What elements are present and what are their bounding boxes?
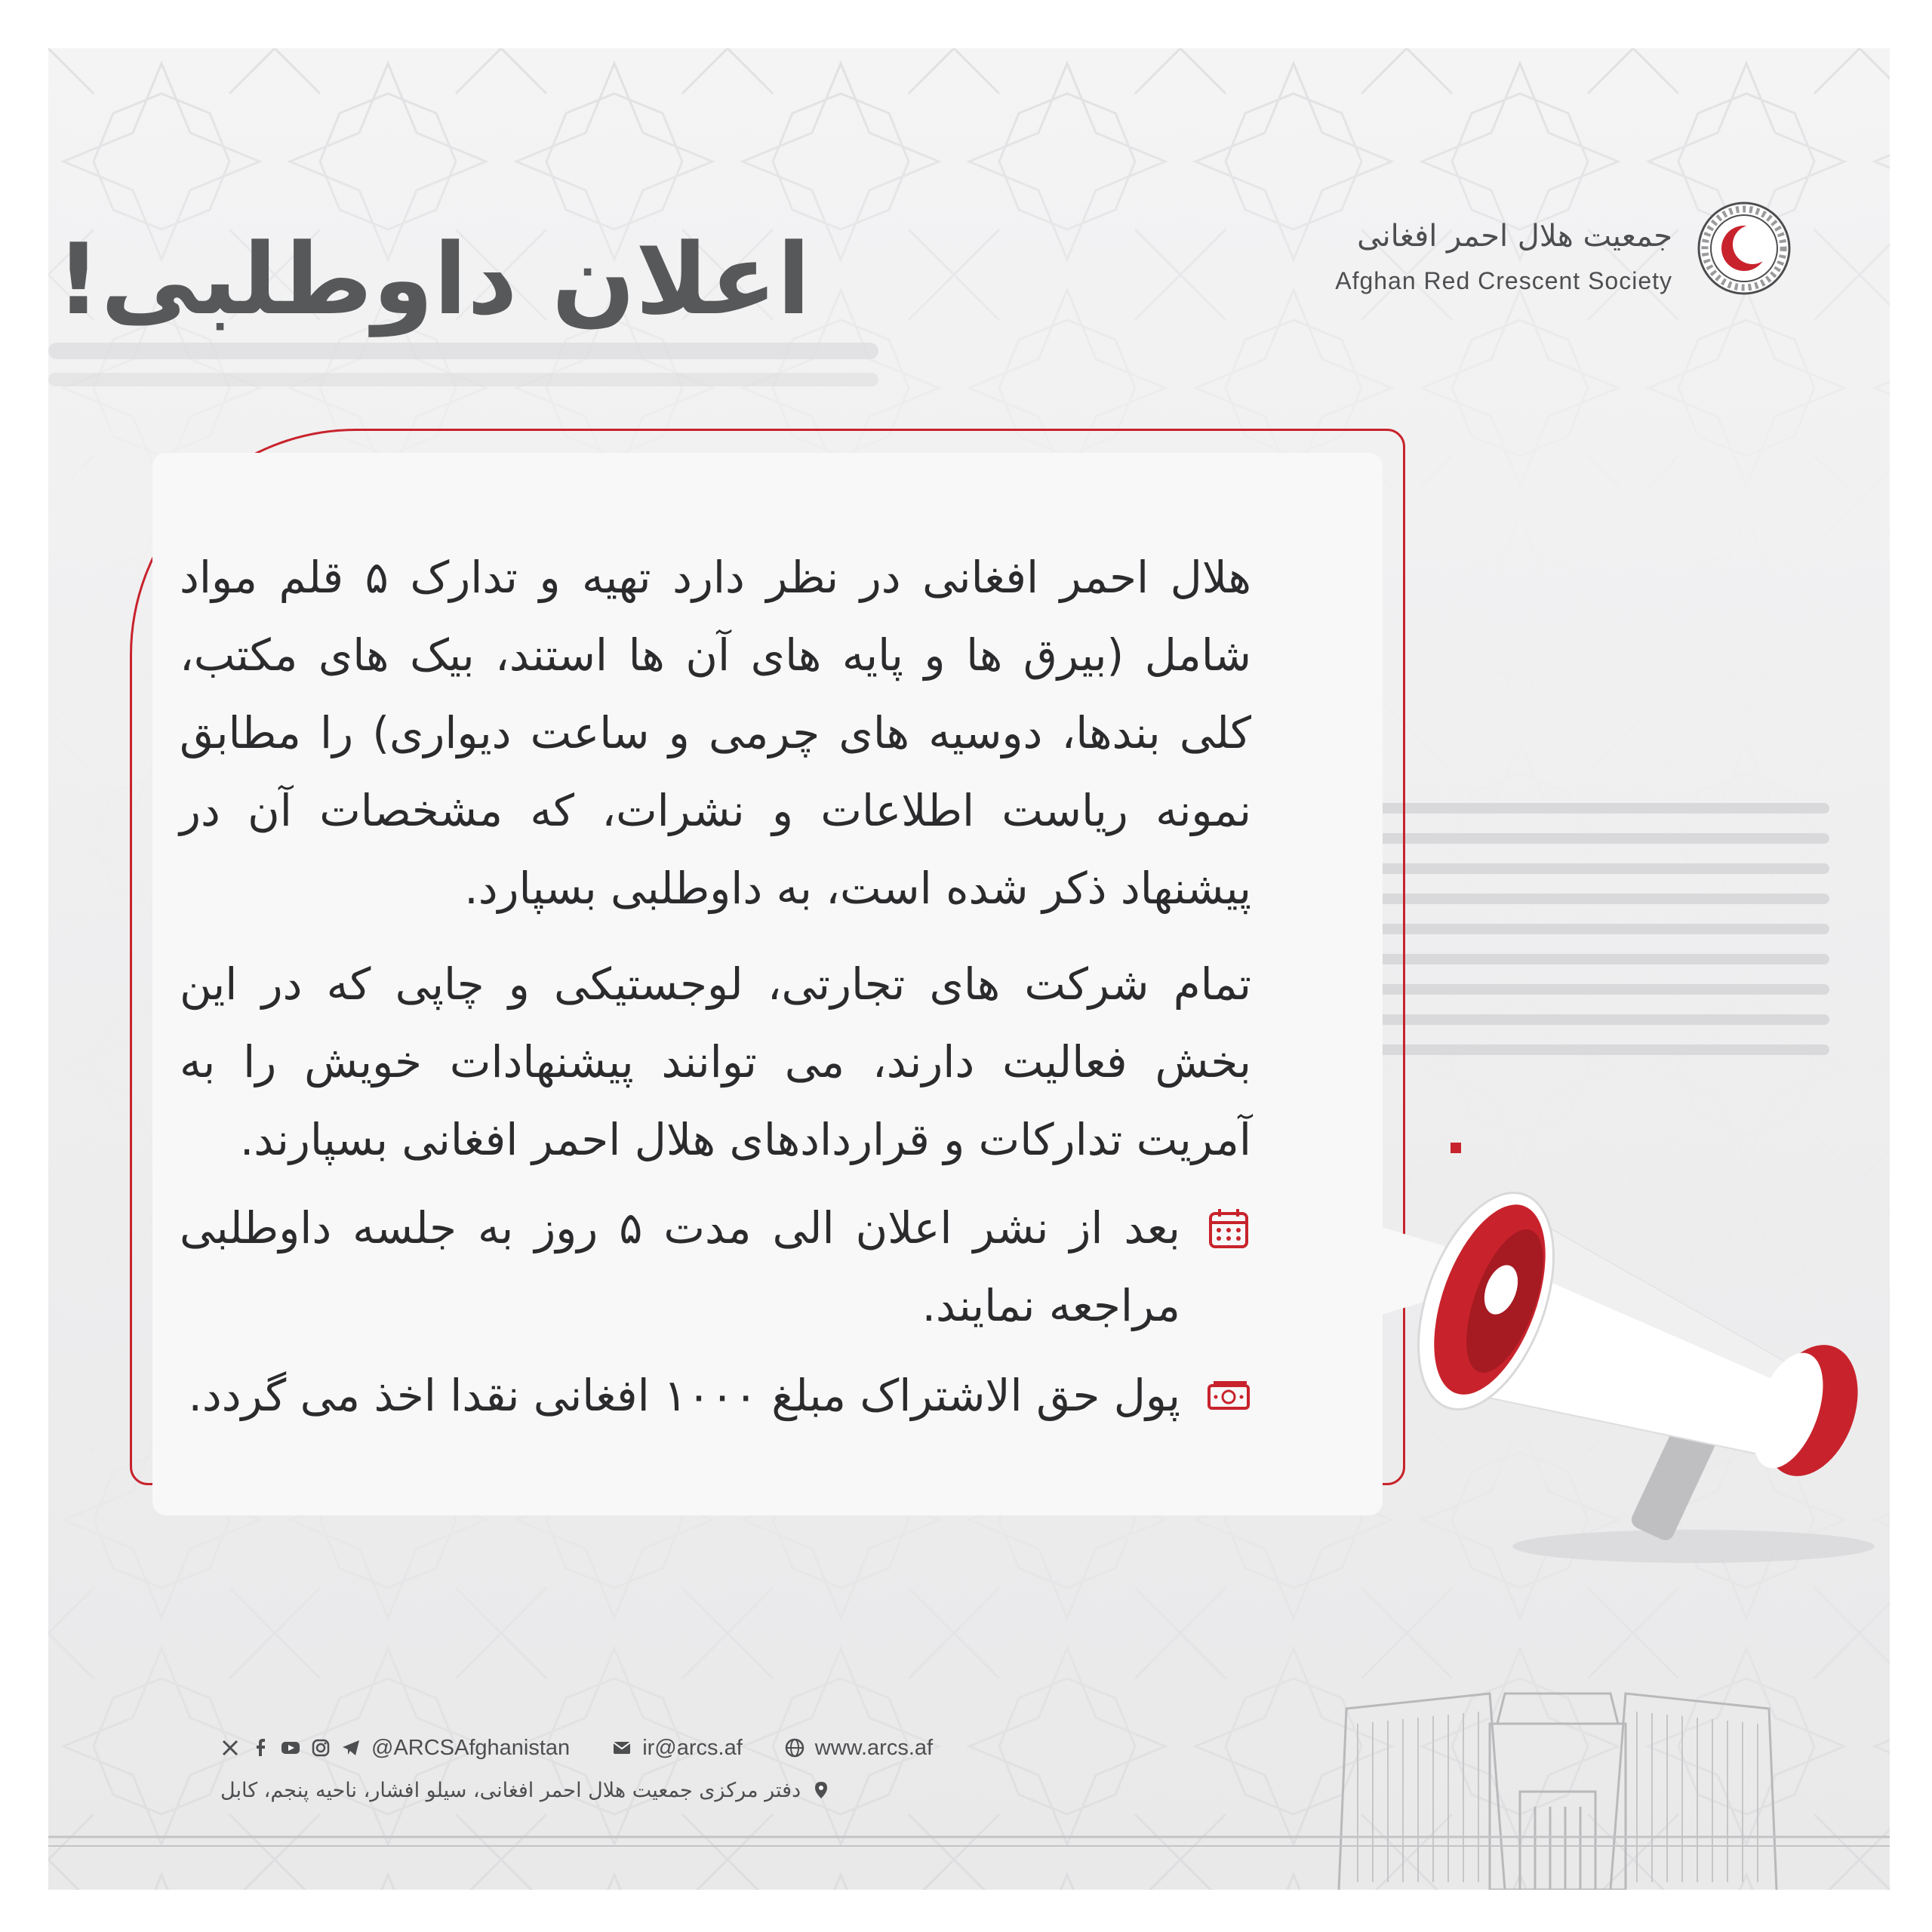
social-handle[interactable]: @ARCSAfghanistan: [371, 1735, 571, 1760]
bullet-fee-text: پول حق الاشتراک مبلغ ۱۰۰۰ افغانی نقدا اخذ می گردد.: [188, 1370, 1180, 1421]
red-crescent-emblem-icon: [1695, 199, 1793, 297]
globe-icon: [785, 1738, 804, 1758]
bullet-deadline: [180, 1189, 1251, 1345]
announcement-body: [180, 539, 1251, 1197]
money-icon: [1206, 1374, 1251, 1419]
x-twitter-icon[interactable]: [220, 1738, 240, 1758]
youtube-icon[interactable]: [281, 1738, 300, 1758]
footer-contacts: [220, 1733, 933, 1763]
email-icon: [612, 1738, 632, 1758]
telegram-icon[interactable]: [341, 1738, 361, 1758]
org-logo: [1325, 199, 1793, 350]
calendar-icon: [1206, 1206, 1251, 1251]
footer-divider: [48, 1829, 1890, 1867]
location-pin-icon: [811, 1780, 831, 1800]
website-link[interactable]: www.arcs.af: [814, 1735, 934, 1760]
announcement-paragraph-1: هلال احمر افغانی در نظر دارد تهیه و تدارک ۵ قلم مواد شامل (بیرق ها و پایه های آن ها استند، بیک های مکتب، کلی بندها، دوسیه های چرمی و ساعت دیواری) را مطابق نمونه ریاست اطلاعات و نشرات، که مشخصات آن در پیشنهاد ذکر شده است، به داوطلبی بسپارد.: [180, 552, 1251, 914]
email-address[interactable]: ir@arcs.af: [642, 1735, 743, 1760]
org-name-dari: جمعیت هلال احمر افغانی: [1357, 219, 1672, 254]
bullet-deadline-text: بعد از نشر اعلان الی مدت ۵ روز به جلسه داوطلبی مراجعه نمایند.: [180, 1202, 1180, 1331]
bullet-fee: [180, 1357, 1251, 1435]
instagram-icon[interactable]: [311, 1738, 331, 1758]
poster-frame: [48, 48, 1890, 1890]
footer-address: [220, 1775, 831, 1805]
page-title: اعلان داوطلبی!: [56, 222, 811, 337]
address-text: دفتر مرکزی جمعیت هلال احمر افغانی، سیلو افشار، ناحیه پنجم، کابل: [220, 1778, 801, 1802]
megaphone-icon: [1377, 1112, 1890, 1580]
announcement-paragraph-2: تمام شرکت های تجارتی، لوجستیکی و چاپی که در این بخش فعالیت دارند، می توانند پیشنهادات خویش را به آمریت تدارکات و قراردادهای هلال احمر افغانی بسپارند.: [180, 958, 1251, 1165]
org-name-english: Afghan Red Crescent Society: [1335, 267, 1672, 294]
facebook-icon[interactable]: [251, 1738, 270, 1758]
